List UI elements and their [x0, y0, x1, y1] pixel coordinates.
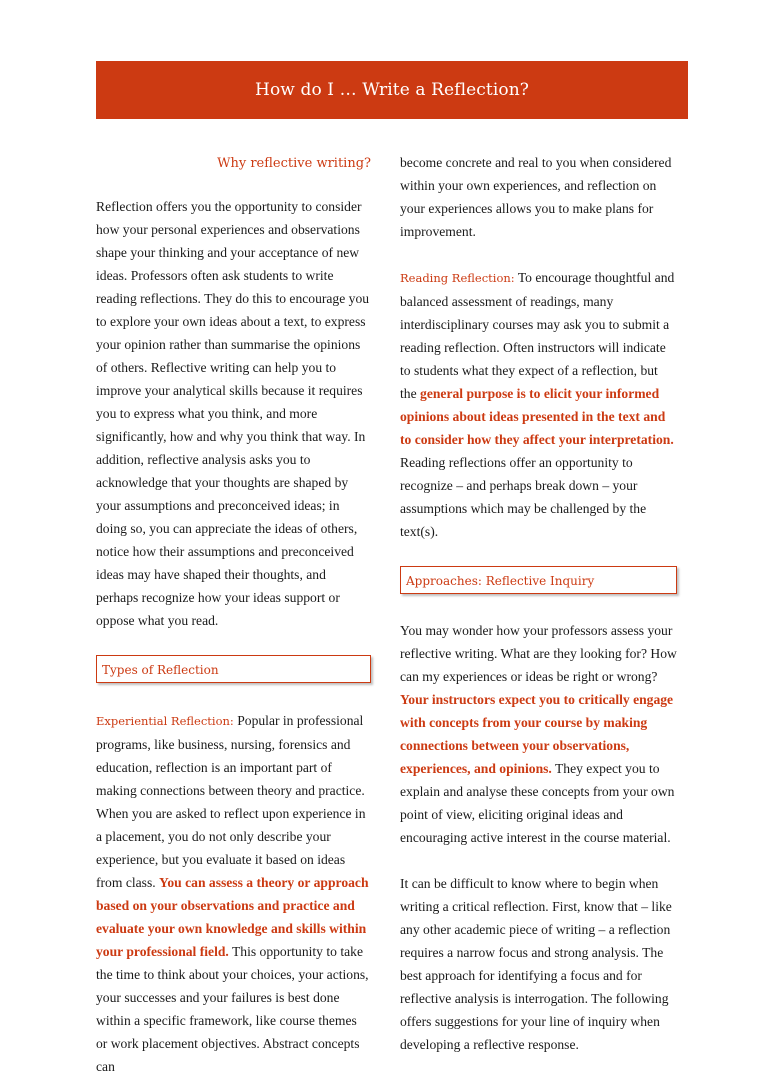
experiential-heading: Experiential Reflection:	[96, 714, 234, 728]
continued-paragraph: become concrete and real to you when considered within your own experiences, and reflection on your experiences allows you to make plans for improvement.	[400, 155, 672, 239]
approaches-text-2: They expect you to explain and analyse these concepts from your own point of view, eliciting original ideas and encouraging active interest in the course material.	[400, 761, 675, 845]
reading-text-1: To encourage thoughtful and balanced assessment of readings, many interdisciplinary courses may ask you to submit a reading reflection. Often instructors will indicate to students what they expect of a reflection, but the	[400, 270, 675, 401]
page-title: How do I … Write a Reflection?	[255, 80, 529, 100]
right-column	[400, 151, 677, 1056]
experiential-text-2: This opportunity to take the time to think about your choices, your actions, your successes and your failures is best done within a specific framework, like course themes or work placement objectives. Abstract concepts can	[96, 944, 369, 1074]
left-column	[96, 150, 371, 1078]
why-paragraph: Reflection offers you the opportunity to consider how your personal experiences and observations shape your thinking and your acceptance of new ideas. Professors often ask students to write reading reflections. They do this to encourage you to explore your own ideas about a text, to express your opinion rather than summarise the opinions of others. Reflective writing can help you to improve your analytical skills because it requires you to express what you think, and more significantly, how and why you think that way. In addition, reflective analysis asks you to acknowledge that your thoughts are shaped by your assumptions and preconceived ideas; in doing so, you can appreciate the ideas of others, notice how their assumptions and preconceived ideas may have shaped their thoughts, and perhaps recognize how your ideas support or oppose what you read.	[96, 199, 370, 628]
types-box: Types of Reflection	[96, 655, 371, 683]
approaches-paragraph	[400, 619, 677, 849]
approaches-text-1: You may wonder how your professors assess your reflective writing. What are they looking for? How can my experiences or ideas be right or wrong?	[400, 623, 677, 684]
reading-heading: Reading Reflection:	[400, 271, 515, 285]
reading-paragraph	[400, 266, 677, 543]
difficult-paragraph: It can be difficult to know where to begin when writing a critical reflection. First, know that – like any other academic piece of writing – a reflection requires a narrow focus and strong analysis. The best approach for identifying a focus and for reflective analysis is interrogation. The following offers suggestions for your line of inquiry when developing a reflective response.	[400, 876, 672, 1052]
reading-highlight: general purpose is to elicit your informed opinions about ideas presented in the text and to consider how they affect your interpretation.	[400, 386, 674, 447]
approaches-box: Approaches: Reflective Inquiry	[400, 566, 677, 594]
title-banner	[96, 61, 688, 119]
experiential-paragraph	[96, 709, 371, 1078]
reading-text-2: Reading reflections offer an opportunity to recognize – and perhaps break down – your assumptions which may be challenged by the text(s).	[400, 455, 647, 539]
approaches-highlight: Your instructors expect you to critically engage with concepts from your course by making connections between your observations, experiences, and opinions.	[400, 692, 674, 776]
experiential-text-1: Popular in professional programs, like business, nursing, forensics and education, reflection is an important part of making connections between theory and practice. When you are asked to reflect upon experience in a placement, you do not only describe your experience, but you evaluate it based on ideas from class.	[96, 713, 366, 890]
why-heading: Why reflective writing?	[217, 156, 371, 171]
experiential-highlight: You can assess a theory or approach based on your observations and practice and evaluate your own knowledge and skills within your professional field.	[96, 875, 369, 959]
